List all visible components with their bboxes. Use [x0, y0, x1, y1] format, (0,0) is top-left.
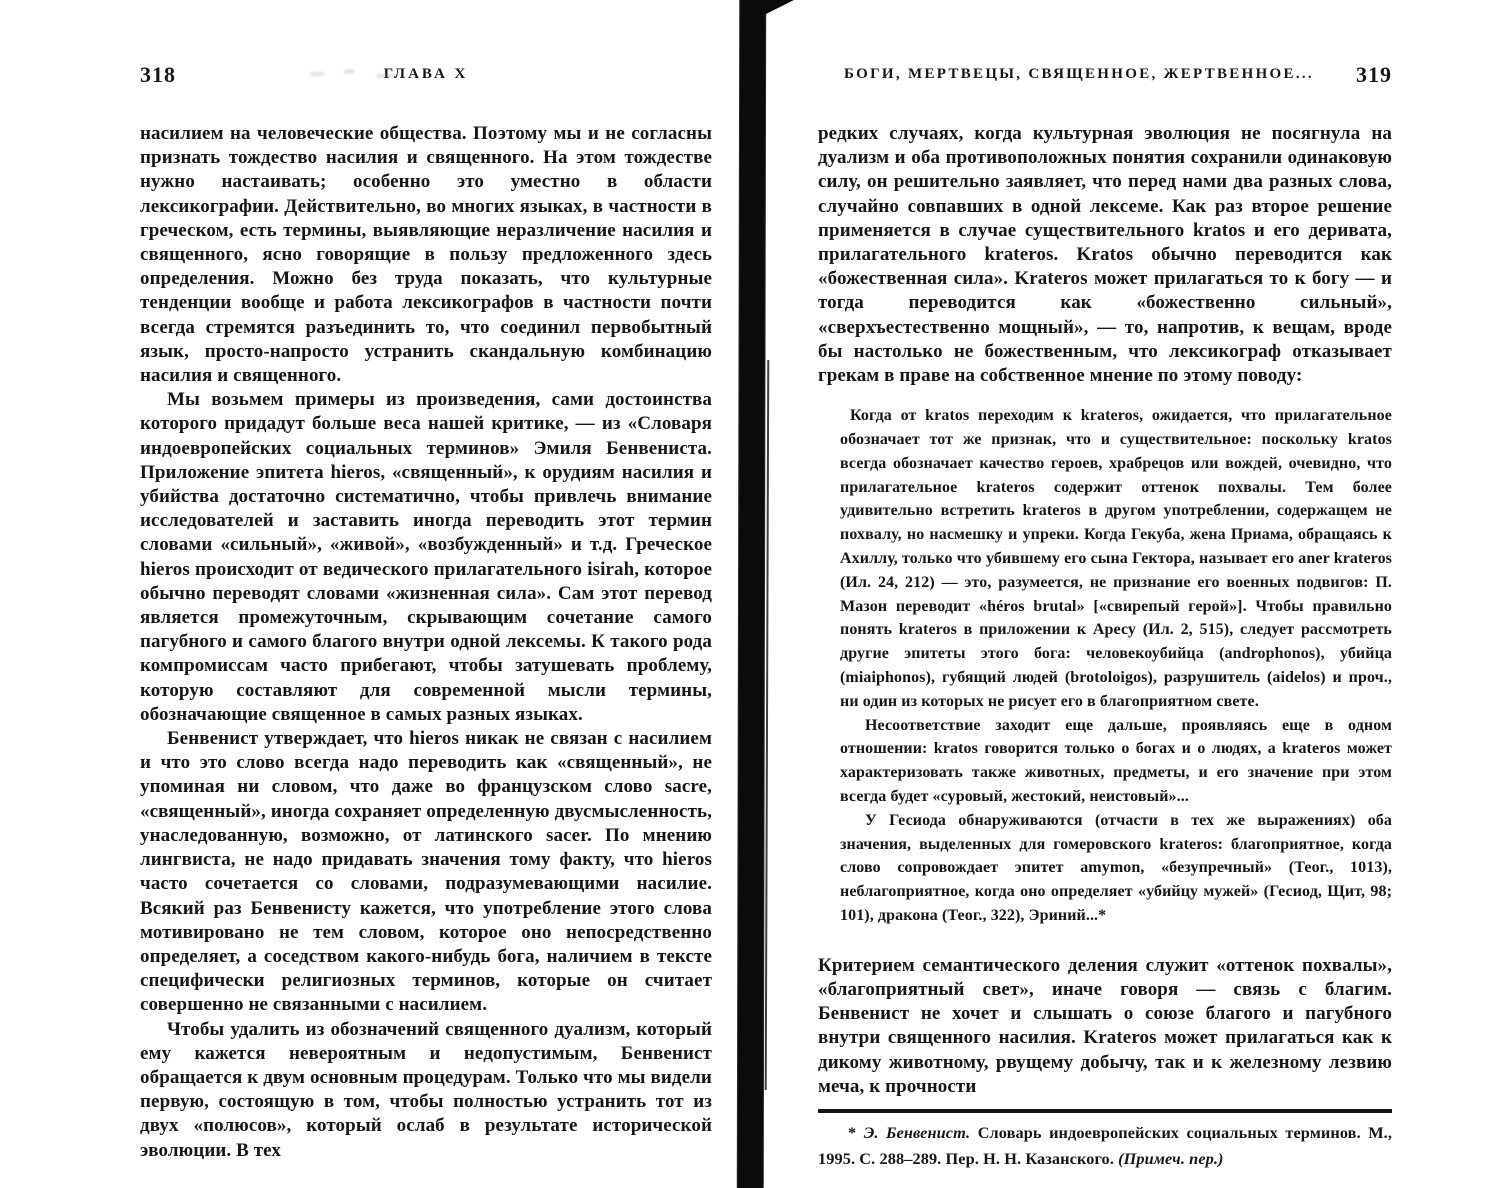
body-paragraph: редких случаях, когда культурная эволюция не посягнула на дуализм и оба противоположных понятия сохранили одинаковую силу, он решительно заявляет, что перед нами два разных слова, случайно совпавших в одной лексеме. Как раз второе решение применяется в случае существительного kratos и его деривата, прилагательного krateros. Kratos обычно переводится как «божественная сила». Krateros может прилагаться то к богу — и тогда переводится как «божественно сильный», «сверхъестественно мощный», — то, напротив, к вещам, вроде бы настолько не божественным, что лексикограф отказывает грекам в праве на собственное мнение по этому поводу: — [818, 123, 1392, 387]
left-page-body — [140, 122, 712, 1163]
footnote-author: Э. Бенвенист. — [863, 1122, 978, 1142]
quote-paragraph: Когда от kratos переходим к krateros, ожидается, что прилагательное обозначает тот же признак, что и существительное: поскольку kratos всегда обозначает качество героев, храбрецов или вождей, очевидно, что прилагательное krateros содержит оттенок похвалы. Тем более удивительно встретить krateros в другом употреблении, содержащем не похвалу, но насмешку и упреки. Когда Гекуба, жена Приама, обращаясь к Ахиллу, только что убившему его сына Гектора, называет его aner krateros (Ил. 24, 212) — это, разумеется, не признание его военных подвигов: П. Мазон переводит «héros brutal» [«свирепый герой»]. Чтобы правильно понять krateros в приложении к Аресу (Ил. 2, 515), следует рассмотреть другие эпитеты этого бога: человекоубийца (androphonos), убийца (miaiphonos), губящий людей (brotoloigos), разрушитель (aidelos) и проч., ни один из которых не рисует его в благоприятном свете. — [840, 407, 1392, 710]
footnote-reference: Словарь индоевропейских социальных терминов. М., 1995. С. 288–289. Пер. Н. Н. Казанского. — [818, 1122, 1393, 1168]
body-paragraph: насилием на человеческие общества. Поэтому мы и не согласны признать тождество насилия и священного. На этом тождестве нужно настаивать; особенно это уместно в области лексикографии. Действительно, во многих языках, в частности в греческом, есть термины, выявляющие неразличение насилия и священного, ясно говорящие в пользу предложенного здесь определения. Можно без труда показать, что культурные тенденции вообще и работа лексикографов в частности почти всегда стремятся разъединить то, что соединил первобытный язык, просто-напросто устранить скандальную комбинацию насилия и священного. — [140, 123, 712, 387]
right-page — [818, 62, 1393, 1172]
footnote-text — [818, 1120, 1392, 1172]
page-number: 319 — [1356, 62, 1392, 87]
body-paragraph: Критерием семантического деления служит «оттенок похвалы», «благоприятный свет», иначе говоря — связь с благим. Бенвенист не хочет и слышать о союзе благого и пагубного внутри священного насилия. Krateros может прилагаться как к дикому животному, рвущему добычу, так и к железному лезвию меча, к прочности — [818, 954, 1392, 1097]
running-head: БОГИ, МЕРТВЕЦЫ, СВЯЩЕННОЕ, ЖЕРТВЕННОЕ... — [844, 66, 1314, 82]
quote-paragraph: Несоответствие заходит еще дальше, проявляясь еще в одном отношении: kratos говорится только о богах и о людях, а krateros может характеризовать также животных, предметы, и его значение при этом всегда будет «суровый, жестокий, неистовый»... — [840, 716, 1392, 805]
scan-noise — [310, 72, 324, 76]
footnote-translator-note: (Примеч. пер.) — [1118, 1148, 1224, 1168]
right-page-body — [818, 122, 1392, 1172]
gutter-shadow-wedge — [762, 0, 794, 16]
left-page — [140, 62, 712, 1163]
running-head: ГЛАВА X — [383, 66, 469, 82]
footnote-marker: * — [848, 1122, 864, 1142]
gutter-shadow-band — [738, 0, 766, 1188]
left-page-header — [140, 62, 712, 92]
block-quote — [840, 404, 1392, 928]
body-paragraph: Чтобы удалить из обозначений священного дуализм, который ему кажется невероятным и недопустимым, Бенвенист обращается к двум основным процедурам. Только что мы видели первую, состоящую в том, чтобы полностью устранить тот из двух «полюсов», который ослаб в результате исторической эволюции. В тех — [140, 1018, 712, 1161]
scan-noise — [344, 69, 354, 74]
footnote-block — [818, 1109, 1392, 1172]
quote-paragraph: У Гесиода обнаруживаются (отчасти в тех же выражениях) оба значения, выделенных для гомеровского krateros: благоприятное, когда слово сопровождает эпитет amymon, «безупречный» (Теог., 1013), неблагоприятное, когда оно определяет «убийцу мужей» (Гесиод, Щит, 98; 101), дракона (Теог., 322), Эриний...* — [840, 811, 1392, 924]
right-page-header — [818, 62, 1392, 92]
scan-noise — [376, 74, 392, 78]
page-number: 318 — [140, 62, 176, 87]
body-paragraph: Бенвенист утверждает, что hieros никак не связан с насилием и что это слово всегда надо переводить как «священный», не упоминая ни словом, что даже во французском слово sacre, «священный», иногда сохраняет определенную двусмысленность, унаследованную, возможно, от латинского sacer. По мнению лингвиста, не надо придавать значения тому факту, что hieros часто сочетается со словами, подразумевающими насилие. Всякий раз Бенвенисту кажется, что употребление этого слова мотивировано не тем словом, которое оно непосредственно определяет, а соседством какого-нибудь бога, наличием в тексте специфически религиозных терминов, которые он считает совершенно не связанными с насилием. — [140, 728, 712, 1016]
gutter-crease-line — [765, 360, 770, 1090]
body-paragraph: Мы возьмем примеры из произведения, сами достоинства которого придадут больше веса нашей критике, — из «Словаря индоевропейских социальных терминов» Эмиля Бенвениста. Приложение эпитета hieros, «священный», к орудиям насилия и убийства достаточно систематично, чтобы привлечь внимание исследователей и заставить иногда переводить этот термин словами «сильный», «живой», «возбужденный» и т.д. Греческое hieros происходит от ведического прилагательного isirah, которое обычно переводят словами «жизненная сила». Сам этот перевод является промежуточным, скрывающим сочетание самого пагубного и самого благого внутри одной лексемы. К такого рода компромиссам часто прибегают, чтобы затушевать проблему, которую составляют для современной мысли термины, обозначающие священное в самых разных языках. — [140, 389, 712, 725]
